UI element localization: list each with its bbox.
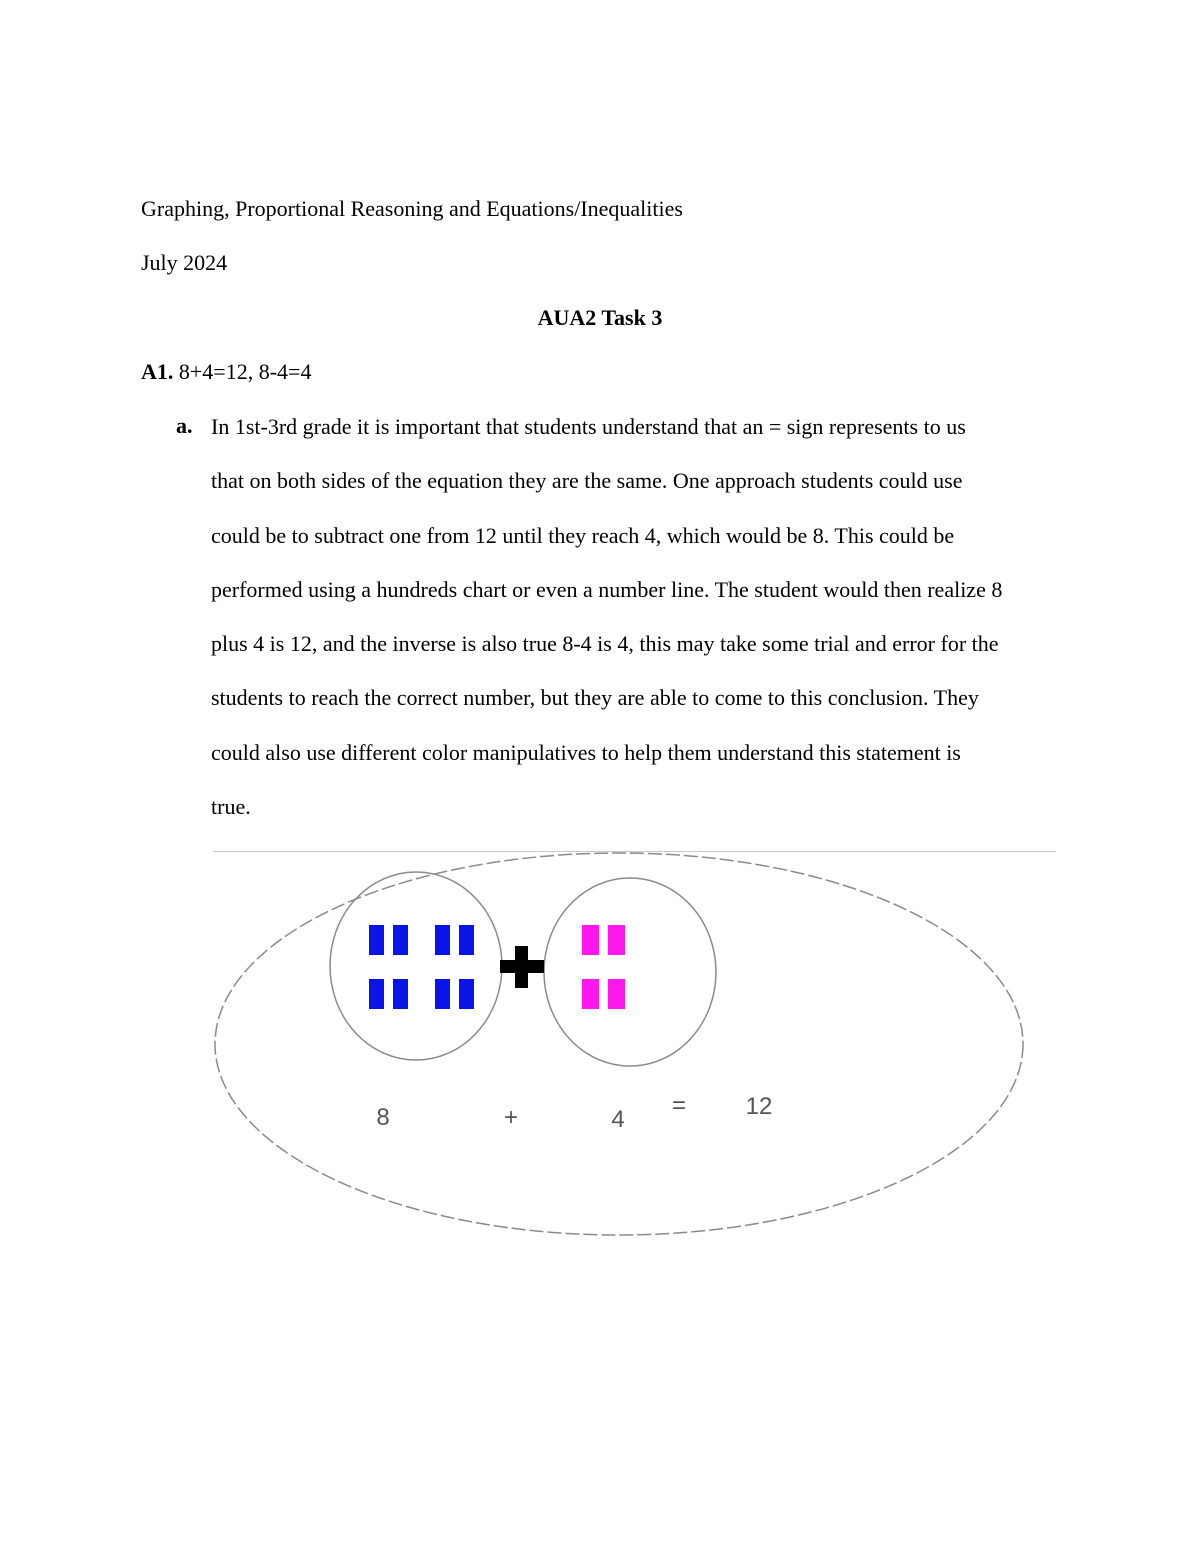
pink-block-group (582, 925, 625, 1009)
list-item-marker: a. (176, 413, 193, 438)
document-date: July 2024 (141, 250, 228, 275)
paragraph-line: could also use different color manipulatives to help them understand this statement is (211, 739, 961, 765)
pink-block (582, 979, 599, 1009)
paragraph-line: true. (211, 794, 251, 820)
plus-sign-icon (500, 946, 544, 988)
blue-block (459, 979, 474, 1009)
label-equals: = (671, 1092, 687, 1119)
paragraph-line: In 1st-3rd grade it is important that students understand that an = sign represents to us (211, 414, 966, 439)
blue-block (435, 925, 450, 955)
blue-block (393, 979, 408, 1009)
paragraph-line: that on both sides of the equation they are the same. One approach students could use (211, 468, 963, 494)
paragraph-line: could be to subtract one from 12 until they reach 4, which would be 8. This could be (211, 522, 955, 548)
label-left-number: 8 (376, 1104, 390, 1131)
left-group-circle (330, 872, 502, 1060)
course-title: Graphing, Proportional Reasoning and Equations/Inequalities (141, 196, 683, 221)
label-plus: + (503, 1104, 519, 1131)
a1-label: A1. (141, 359, 174, 384)
blue-block (393, 925, 408, 955)
blue-block (369, 925, 384, 955)
label-right-number: 4 (611, 1106, 625, 1133)
paragraph-line: performed using a hundreds chart or even a number line. The student would then realize 8 (211, 576, 1003, 602)
paragraph-line: students to reach the correct number, but they are able to come to this conclusion. They (211, 685, 979, 711)
blue-block (435, 979, 450, 1009)
paragraph-line: plus 4 is 12, and the inverse is also true 8-4 is 4, this may take some trial and error for the (211, 631, 999, 657)
a1-equations: 8+4=12, 8-4=4 (173, 359, 312, 384)
pink-block (608, 925, 625, 955)
pink-block (582, 925, 599, 955)
pink-block (608, 979, 625, 1009)
document-heading: AUA2 Task 3 (537, 305, 663, 330)
outer-ellipse (215, 853, 1023, 1235)
right-group-circle (544, 878, 716, 1066)
blue-block (369, 979, 384, 1009)
blue-block-group (369, 925, 474, 1009)
label-result: 12 (745, 1093, 773, 1120)
blue-block (459, 925, 474, 955)
